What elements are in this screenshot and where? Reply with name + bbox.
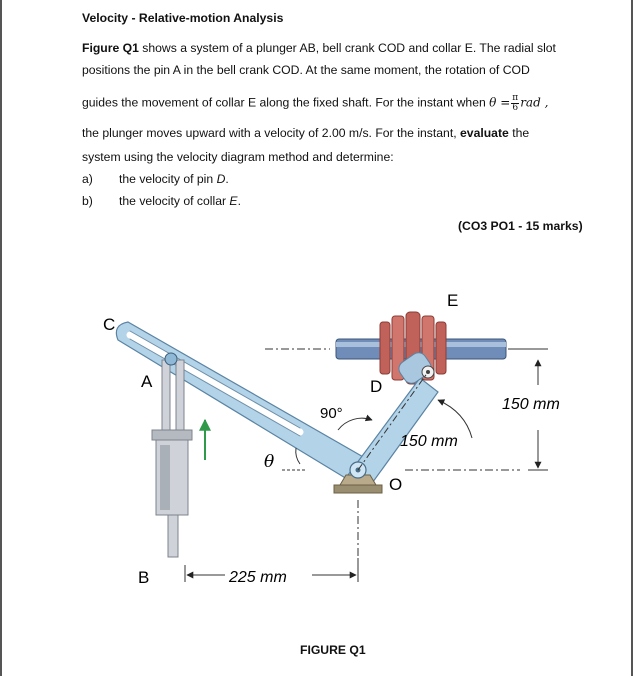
right-angle-arc [338, 418, 372, 430]
question-a-end: . [225, 172, 229, 186]
paragraph-line-5: system using the velocity diagram method and determine: [82, 150, 394, 164]
paragraph-line-1-text: shows a system of a plunger AB, bell crank COD and collar E. The radial slot [138, 41, 556, 55]
label-90-degrees: 90° [320, 405, 343, 422]
label-width-dim: 225 mm [229, 569, 287, 586]
label-e: E [447, 291, 459, 310]
question-a-var: D [216, 172, 226, 186]
paragraph-line-2: positions the pin A in the bell crank COD. At the same moment, the rotation of COD [82, 63, 530, 77]
question-b-text: the velocity of collar [119, 194, 230, 208]
label-c: C [103, 315, 116, 334]
label-a: A [141, 372, 153, 391]
figure-reference: Figure Q1 [82, 41, 139, 55]
label-o: O [389, 475, 403, 494]
evaluate-keyword: evaluate [460, 126, 509, 140]
section-title: Velocity - Relative-motion Analysis [82, 11, 284, 25]
question-b-end: . [237, 194, 241, 208]
fraction-denominator: 6 [512, 103, 519, 113]
question-b-label: b) [82, 194, 93, 208]
paragraph-line-3-text: guides the movement of collar E along the fixed shaft. For the instant when [82, 95, 486, 110]
rad-unit: rad , [520, 95, 549, 110]
question-a-text: the velocity of pin [119, 172, 217, 186]
question-a-label: a) [82, 172, 93, 186]
plunger-ab [152, 360, 192, 557]
pin-a [165, 353, 177, 365]
shaft-highlight [336, 342, 506, 347]
paragraph-line-4-text: the plunger moves upward with a velocity of 2.00 m/s. For the instant, [82, 126, 457, 140]
question-b-var: E [229, 194, 238, 208]
label-theta: θ [264, 452, 275, 472]
theta-expression: θ = [489, 95, 511, 110]
marks-label: (CO3 PO1 - 15 marks) [458, 219, 583, 233]
label-d: D [370, 377, 383, 396]
label-b: B [138, 568, 150, 587]
paragraph-line-4-end: the [512, 126, 530, 140]
label-height-dim: 150 mm [502, 396, 560, 413]
label-radius-dim: 150 mm [400, 433, 458, 450]
fraction-numerator: π [512, 93, 519, 103]
figure-caption: FIGURE Q1 [300, 643, 366, 657]
support-base [334, 485, 382, 493]
